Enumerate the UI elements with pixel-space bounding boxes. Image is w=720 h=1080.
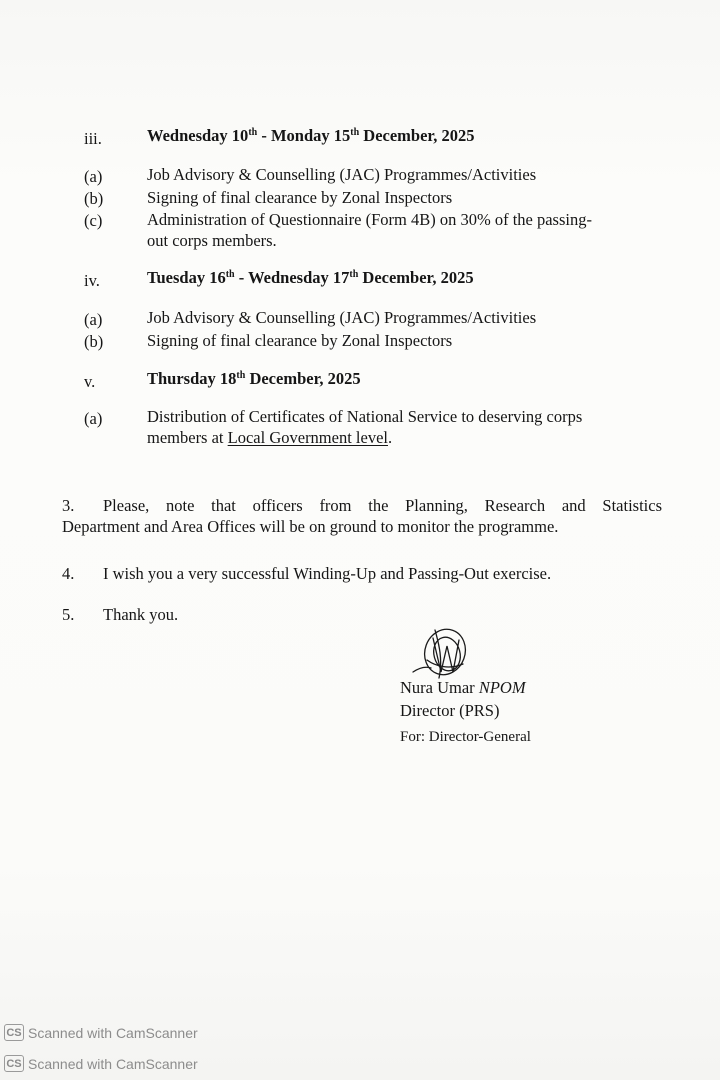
underlined-phrase: Local Government level <box>227 428 388 447</box>
section-number: iii. <box>84 129 102 148</box>
signatory-name: Nura Umar NPOM <box>400 678 526 697</box>
ordinal-suffix: th <box>225 269 235 280</box>
scanner-watermark <box>4 1024 198 1041</box>
item-label: (a) <box>84 310 103 329</box>
ordinal-suffix: th <box>350 127 360 138</box>
heading-date: Thursday 18 <box>147 369 237 388</box>
item-label: (a) <box>84 409 103 428</box>
paragraph-text-continued: Department and Area Offices will be on ground to monitor the programme. <box>62 517 559 536</box>
paragraph-number: 5. <box>62 605 75 624</box>
item-text: Administration of Questionnaire (Form 4B) on 30% of the passing- <box>147 210 592 229</box>
item-text: Job Advisory & Counselling (JAC) Programmes/Activities <box>147 165 537 184</box>
section-heading <box>147 268 474 288</box>
item-text-continued: members at Local Government level. <box>147 428 393 447</box>
heading-month-year: December, 2025 <box>358 268 474 287</box>
paragraph-number: 3. <box>62 496 75 515</box>
paragraph-text: Please, note that officers from the Planning, Research and Statistics <box>103 496 662 515</box>
heading-date-start: Tuesday 16 <box>147 268 226 287</box>
signatory-honour: NPOM <box>478 678 526 697</box>
item-label: (c) <box>84 211 103 230</box>
paragraph-number: 4. <box>62 564 75 583</box>
section-heading <box>147 126 475 146</box>
heading-date-end: - Monday 15 <box>257 126 351 145</box>
signatory-on-behalf: For: Director-General <box>400 729 531 745</box>
scanner-watermark-text: Scanned with CamScanner <box>28 1024 198 1041</box>
paragraph-3 <box>62 495 662 537</box>
ordinal-suffix: th <box>248 127 258 138</box>
item-text-continued: out corps members. <box>147 231 277 250</box>
heading-date-end: - Wednesday 17 <box>234 268 350 287</box>
paragraph-text: I wish you a very successful Winding-Up and Passing-Out exercise. <box>103 564 552 583</box>
heading-month-year: December, 2025 <box>359 126 475 145</box>
section-number: iv. <box>84 271 100 290</box>
item-label: (b) <box>84 332 104 351</box>
item-label: (a) <box>84 167 103 186</box>
scanner-watermark-text: Scanned with CamScanner <box>28 1055 198 1072</box>
signatory-title: Director (PRS) <box>400 701 500 720</box>
paragraph-5 <box>62 604 178 625</box>
paragraph-text: Thank you. <box>103 605 179 624</box>
item-label: (b) <box>84 189 104 208</box>
item-text: Signing of final clearance by Zonal Inspectors <box>147 331 453 350</box>
section-heading <box>147 369 361 389</box>
item-text: Distribution of Certificates of National Service to deserving corps <box>147 407 583 426</box>
paragraph-4 <box>62 563 551 584</box>
section-number: v. <box>84 372 96 391</box>
scanner-watermark <box>4 1055 198 1072</box>
heading-month-year: December, 2025 <box>245 369 361 388</box>
heading-date-start: Wednesday 10 <box>147 126 249 145</box>
ordinal-suffix: th <box>349 269 359 280</box>
camscanner-logo-icon: CS <box>4 1024 24 1041</box>
camscanner-logo-icon: CS <box>4 1055 24 1072</box>
ordinal-suffix: th <box>236 370 246 381</box>
item-text: Job Advisory & Counselling (JAC) Programmes/Activities <box>147 308 537 327</box>
item-text: Signing of final clearance by Zonal Inspectors <box>147 188 453 207</box>
